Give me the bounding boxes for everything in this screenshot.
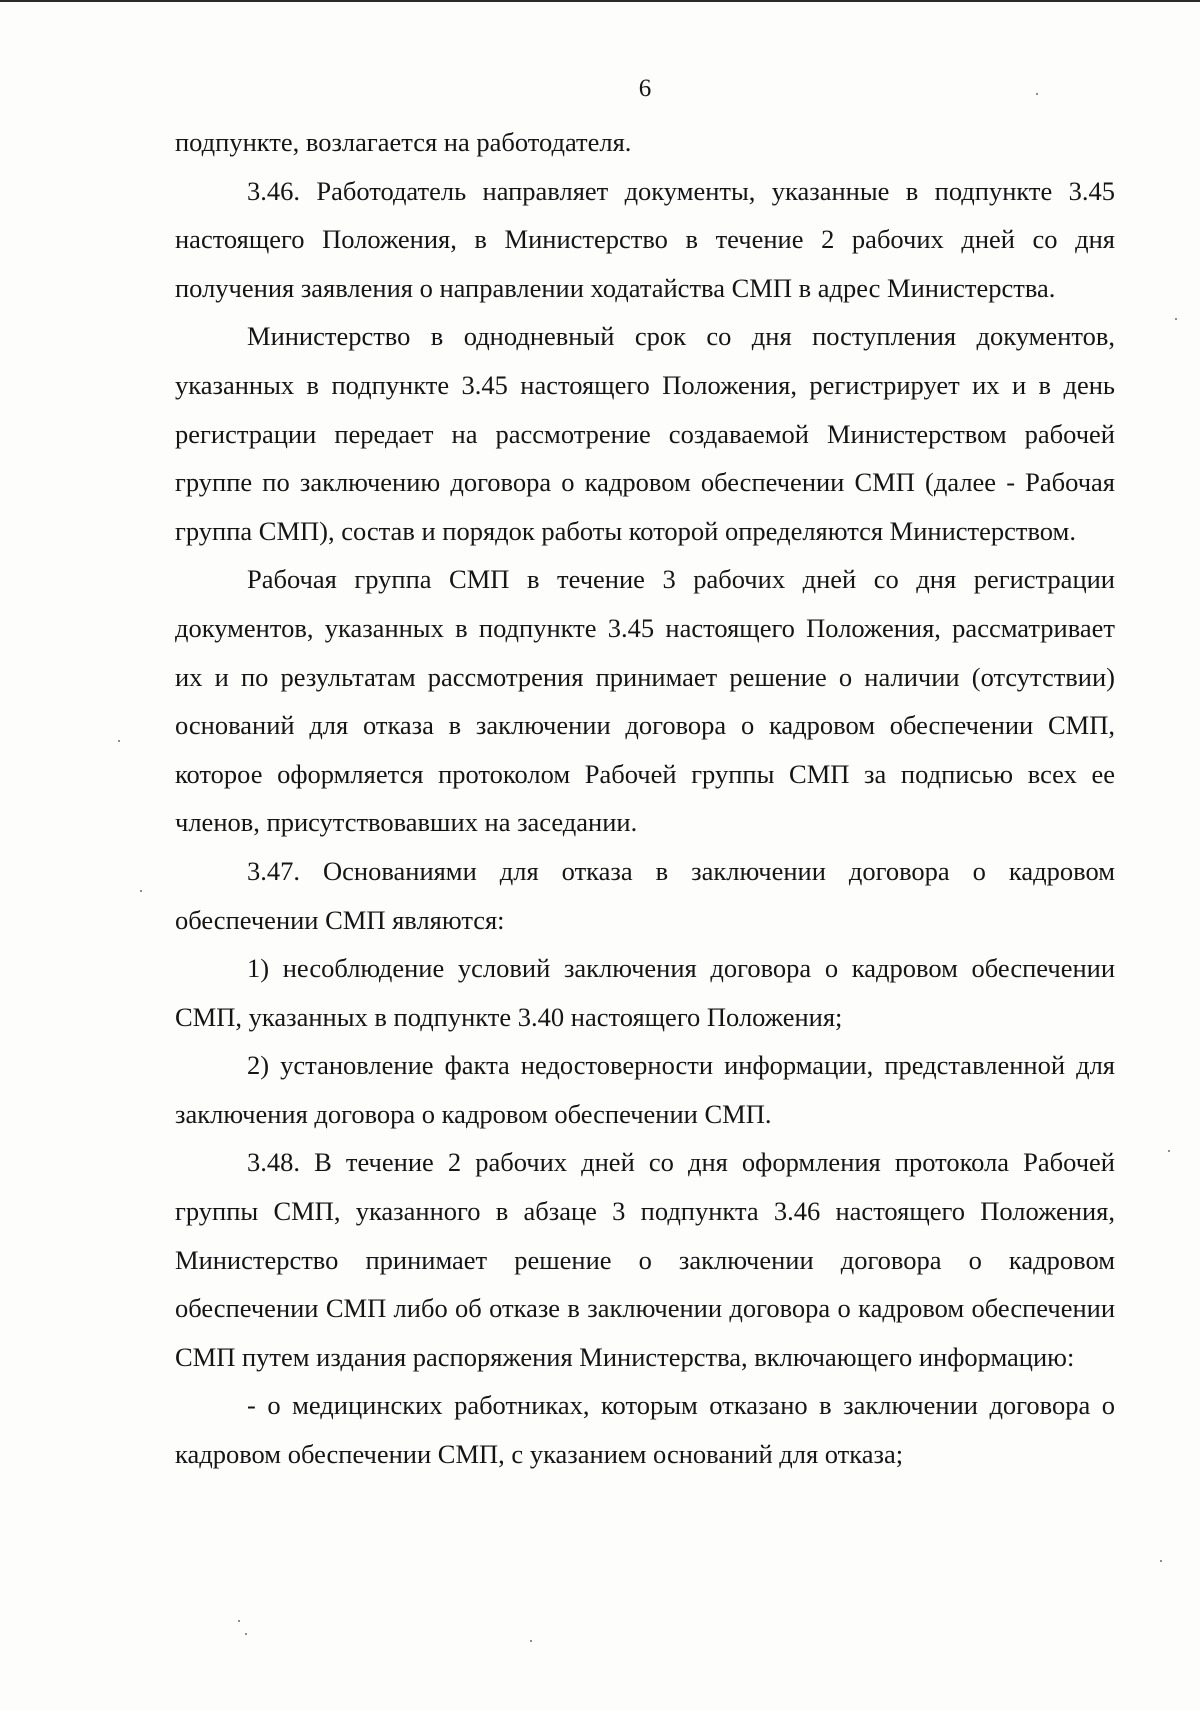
scan-speck <box>1175 318 1177 320</box>
paragraph-3-48: 3.48. В течение 2 рабочих дней со дня оформления протокола Рабочей группы СМП, указанного в абзаце 3 подпункта 3.46 настоящего Положения, Министерство принимает решение о заключении договора о кадровом обеспечении СМП либо об отказе в заключении договора о кадровом обеспечении СМП путем издания распоряжения Министерства, включающего информацию: <box>175 1147 1115 1372</box>
scan-speck <box>1168 1150 1170 1152</box>
paragraph-continuation: подпункте, возлагается на работодателя. <box>175 127 632 157</box>
page-number: 6 <box>638 75 652 102</box>
scan-top-edge <box>0 0 1200 2</box>
paragraph-3-46: 3.46. Работодатель направляет документы, указанные в подпункте 3.45 настоящего Положения, в Министерство в течение 2 рабочих дней со дня получения заявления о направлении ходатайства СМП в адрес Министерства. <box>175 175 1115 303</box>
scan-speck <box>1160 1560 1162 1562</box>
list-item-1: 1) несоблюдение условий заключения договора о кадровом обеспечении СМП, указанных в подпункте 3.40 настоящего Положения; <box>175 953 1115 1032</box>
scan-speck <box>1036 93 1038 95</box>
document-body <box>175 118 1115 1479</box>
scan-speck <box>238 1620 240 1622</box>
paragraph-working-group-review: Рабочая группа СМП в течение 3 рабочих дней со дня регистрации документов, указанных в подпункте 3.45 настоящего Положения, рассматривает их и по результатам рассмотрения принимает решение о наличии (отсутствии) оснований для отказа в заключении договора о кадровом обеспечении СМП, которое оформляется протоколом Рабочей группы СМП за подписью всех ее членов, присутствовавших на заседании. <box>175 564 1115 838</box>
paragraph-ministry-registration: Министерство в однодневный срок со дня поступления документов, указанных в подпункте 3.45 настоящего Положения, регистрирует их и в день регистрации передает на рассмотрение создаваемой Министерством рабочей группе по заключению договора о кадровом обеспечении СМП (далее - Рабочая группа СМП), состав и порядок работы которой определяются Министерством. <box>175 321 1115 546</box>
scan-speck <box>245 1633 247 1635</box>
list-item-2: 2) установление факта недостоверности информации, представленной для заключения договора о кадровом обеспечении СМП. <box>175 1050 1115 1129</box>
paragraph-3-47: 3.47. Основаниями для отказа в заключении договора о кадровом обеспечении СМП являются: <box>175 855 1115 935</box>
scan-speck <box>530 1640 532 1642</box>
scan-speck <box>140 890 142 892</box>
scan-speck <box>118 740 120 742</box>
bullet-item-refused-workers: - о медицинских работниках, которым отказано в заключении договора о кадровом обеспечении СМП, с указанием оснований для отказа; <box>175 1390 1115 1470</box>
